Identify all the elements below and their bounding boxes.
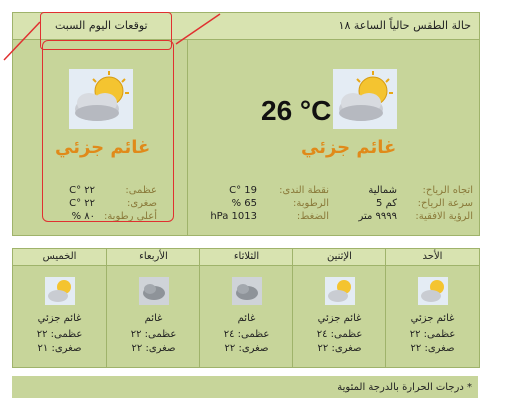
forecast-min: صغرى: ٢١ <box>37 343 82 354</box>
wind-direction-label: اتجاه الرياح: <box>422 185 473 196</box>
forecast-min: صغرى: ٢٢ <box>131 343 176 354</box>
forecast-condition: غائم جزئي <box>37 313 82 324</box>
tomorrow-humidity-value: ٨٠ % <box>71 211 95 222</box>
forecast-min: صغرى: ٢٢ <box>410 343 455 354</box>
partly-cloudy-icon <box>325 277 355 305</box>
pressure-label: الضغط: <box>296 211 329 222</box>
forecast-max: عظمى: ٢٢ <box>36 329 83 340</box>
forecast-day-arbiaa <box>106 249 200 367</box>
footnote <box>12 376 478 398</box>
current-temperature: 26 °C <box>261 95 332 126</box>
forecast-day-thulatha <box>199 249 293 367</box>
forecast-max: عظمى: ٢٤ <box>223 329 270 340</box>
tomorrow-forecast-title: توقعات اليوم السبت <box>55 19 148 32</box>
tomorrow-humidity-label: أعلى رطوبة: <box>103 211 157 222</box>
tomorrow-min-value: ٢٢ °C <box>69 198 95 209</box>
annotation-stroke <box>0 0 240 80</box>
pressure-value: 1013 hPa <box>210 211 257 222</box>
forecast-condition: غائم <box>237 313 256 324</box>
current-condition: غائم جزئي <box>301 137 397 158</box>
wind-speed-value: كم 5 <box>376 198 397 209</box>
forecast-condition: غائم <box>144 313 163 324</box>
visibility-value: ٩٩٩٩ متر <box>358 211 397 222</box>
tomorrow-max-label: عظمى: <box>125 185 157 196</box>
forecast-max: عظمى: ٢٢ <box>409 329 456 340</box>
cloudy-icon <box>139 277 169 305</box>
forecast-day-name: الثلاثاء <box>200 249 293 266</box>
forecast-day-ithnayn <box>292 249 386 367</box>
tomorrow-min-label: صغرى: <box>126 198 157 209</box>
tomorrow-condition: غائم جزئي <box>55 137 151 158</box>
footnote-text: * درجات الحرارة بالدرجة المئوية <box>337 382 472 393</box>
forecast-day-name: الإثنين <box>293 249 386 266</box>
wind-direction-value: شمالية <box>368 185 397 196</box>
forecast-day-name: الأربعاء <box>107 249 200 266</box>
cloudy-icon <box>232 277 262 305</box>
forecast-min: صغرى: ٢٢ <box>317 343 362 354</box>
partly-cloudy-icon <box>45 277 75 305</box>
humidity-label: الرطوبة: <box>293 198 329 209</box>
forecast-condition: غائم جزئي <box>317 313 362 324</box>
partly-cloudy-icon <box>418 277 448 305</box>
forecast-condition: غائم جزئي <box>410 313 455 324</box>
forecast-day-khamis <box>13 249 106 367</box>
humidity-value: 65 % <box>231 198 257 209</box>
visibility-label: الرؤية الافقية: <box>415 211 473 222</box>
tomorrow-max-value: ٢٢ °C <box>69 185 95 196</box>
dew-point-value: 19 °C <box>229 185 257 196</box>
forecast-max: عظمى: ٢٤ <box>316 329 363 340</box>
forecast-max: عظمى: ٢٢ <box>130 329 177 340</box>
dew-point-label: نقطة الندى: <box>279 185 329 196</box>
forecast-min: صغرى: ٢٢ <box>224 343 269 354</box>
forecast-day-ahad <box>385 249 479 367</box>
forecast-day-name: الخميس <box>13 249 106 266</box>
five-day-forecast <box>12 248 480 368</box>
forecast-day-name: الأحد <box>386 249 479 266</box>
current-weather-title: حالة الطقس حالياً الساعة ١٨ <box>338 19 471 32</box>
wind-speed-label: سرعة الرياح: <box>417 198 473 209</box>
partly-cloudy-icon <box>333 69 397 129</box>
